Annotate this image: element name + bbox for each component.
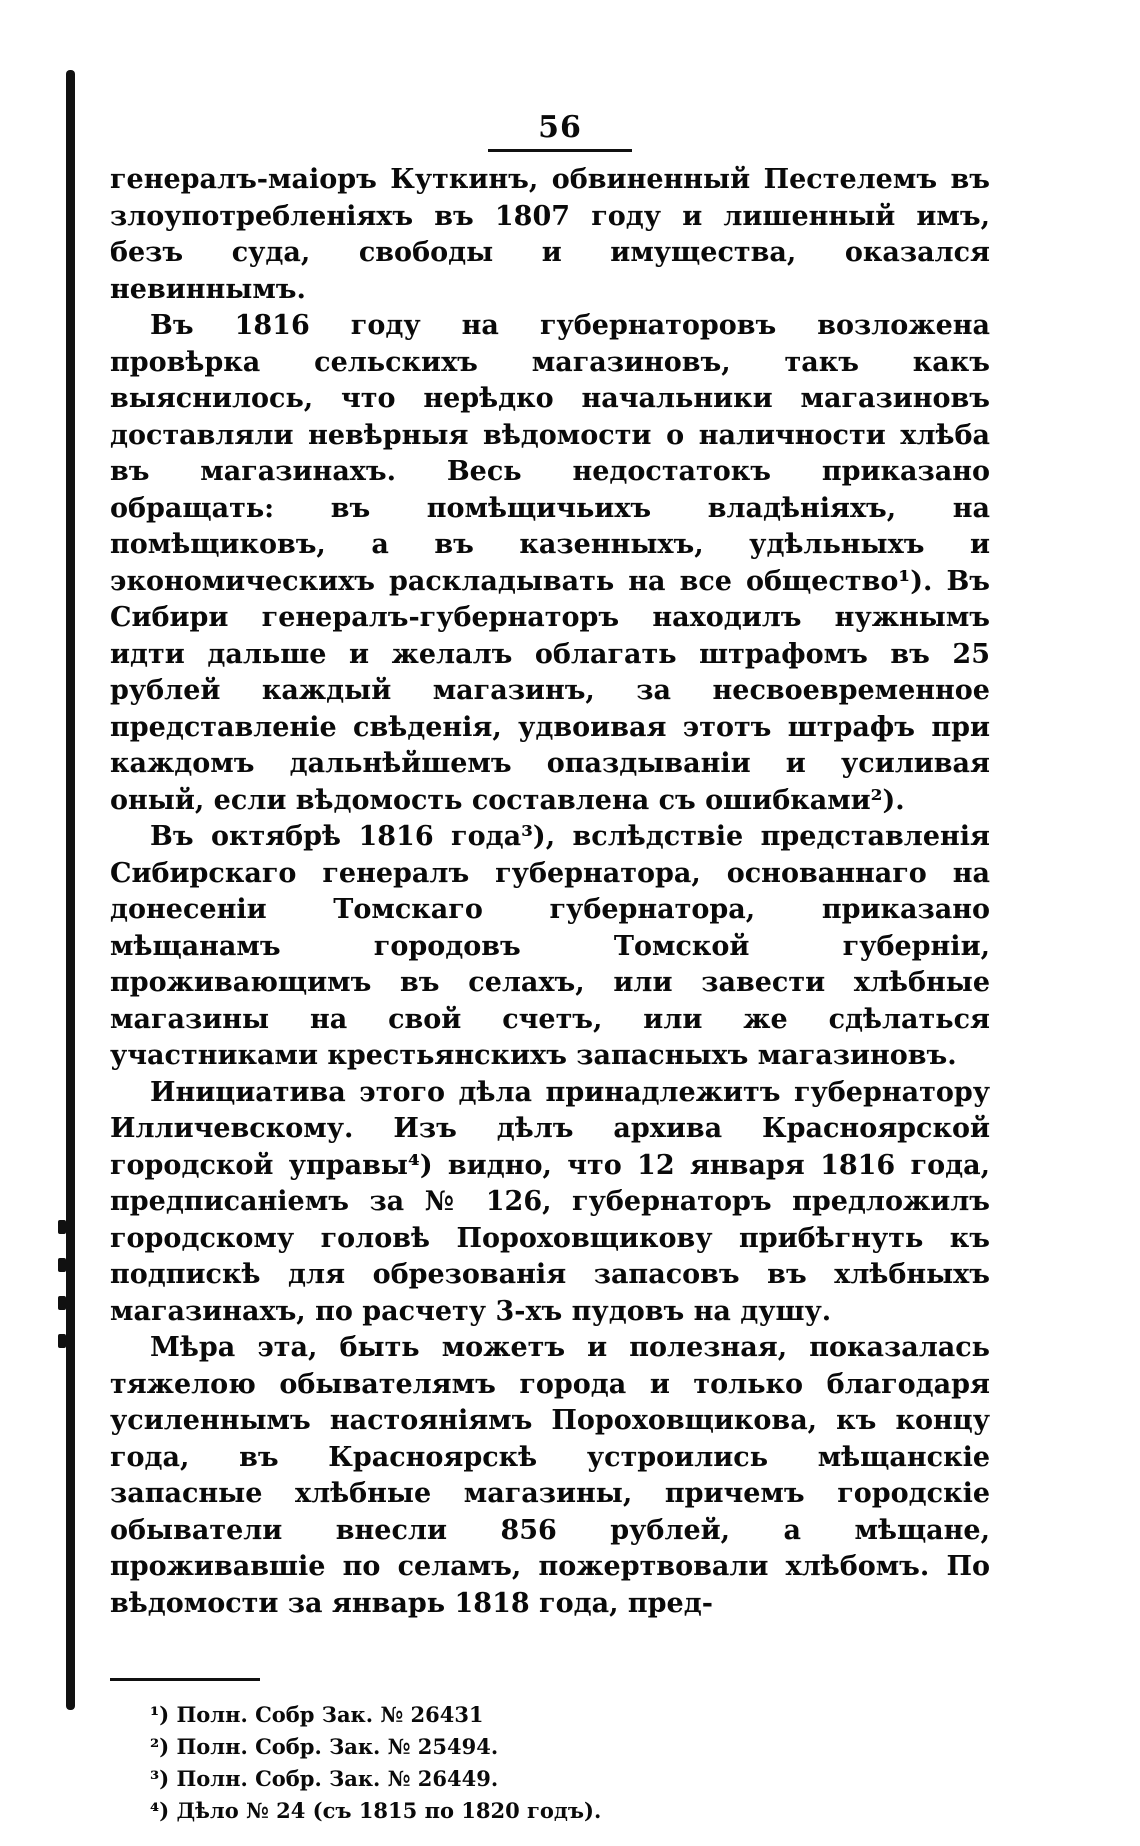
paragraph-initiative: Инициатива этого дѣла принадлежитъ губернатору Илличевскому. Изъ дѣлъ архива Красноярской городской управы⁴) видно, что 12 января 1816 года, предписаніемъ за № 126, губернаторъ предложилъ городскому головѣ Пороховщикову прибѣгнуть къ подпискѣ для обрезованія запасовъ въ хлѣбныхъ магазинахъ, по расчету 3-хъ пудовъ на душу. bbox=[110, 1076, 990, 1327]
paragraph-1816-inspection: Въ 1816 году на губернаторовъ возложена провѣрка сельскихъ магазиновъ, такъ какъ выяснилось, что нерѣдко начальники магазиновъ доставляли невѣрныя вѣдомости о наличности хлѣба въ магазинахъ. Весь недостатокъ приказано обращать: въ помѣщичьихъ владѣніяхъ, на помѣщиковъ, а въ казенныхъ, удѣльныхъ и экономическихъ раскладывать на все общество¹). Въ Сибири генералъ-губернаторъ находилъ нужнымъ идти дальше и желалъ облагать штрафомъ въ 25 рублей каждый магазинъ, за несвоевременное представленіе свѣденія, удвоивая этотъ штрафъ при каждомъ дальнѣйшемъ опаздываніи и усиливая оный, если вѣдомость составлена съ ошибками²). bbox=[110, 310, 990, 816]
spine-ink-marks bbox=[58, 1220, 70, 1400]
paragraph-continuation: генералъ-маіоръ Куткинъ, обвиненный Пестелемъ въ злоупотребленіяхъ въ 1807 году и лишенный имъ, безъ суда, свободы и имущества, оказался невиннымъ. bbox=[110, 164, 990, 305]
footnotes bbox=[110, 1699, 990, 1827]
paragraph-october-1816: Въ октябрѣ 1816 года³), вслѣдствіе представленія Сибирскаго генералъ губернатора, основаннаго на донесеніи Томскаго губернатора, приказано мѣщанамъ городовъ Томской губерніи, проживающимъ въ селахъ, или завести хлѣбные магазины на свой счетъ, или же сдѣлаться участниками крестьянскихъ запасныхъ магазиновъ. bbox=[110, 821, 990, 1071]
book-spine-edge bbox=[66, 70, 75, 1710]
paragraph-measure: Мѣра эта, быть можетъ и полезная, показалась тяжелою обывателямъ города и только благодаря усиленнымъ настояніямъ Пороховщикова, къ концу года, въ Красноярскѣ устроились мѣщанскіе запасные хлѣбные магазины, причемъ городскіе обыватели внесли 856 рублей, а мѣщане, проживавшіе по селамъ, пожертвовали хлѣбомъ. По вѣдомости за январь 1818 года, пред- bbox=[110, 1332, 990, 1619]
footnote-4: ⁴) Дѣло № 24 (съ 1815 по 1820 годъ). bbox=[150, 1798, 602, 1823]
footnote-1: ¹) Полн. Собр Зак. № 26431 bbox=[150, 1702, 484, 1727]
footnote-2: ²) Полн. Собр. Зак. № 25494. bbox=[150, 1734, 499, 1759]
body-text bbox=[110, 162, 990, 1622]
page-number bbox=[110, 110, 990, 152]
book-page bbox=[110, 110, 990, 1827]
footnote-divider bbox=[110, 1678, 260, 1681]
page-number-label: 56 bbox=[488, 110, 632, 152]
footnote-3: ³) Полн. Собр. Зак. № 26449. bbox=[150, 1766, 499, 1791]
